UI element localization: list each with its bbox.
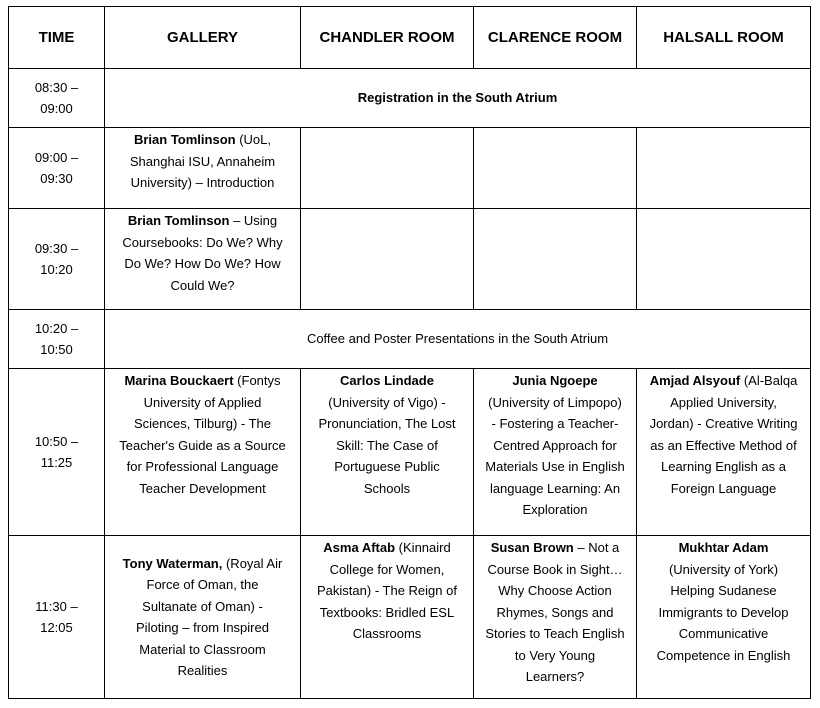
empty-cell bbox=[637, 128, 811, 209]
speaker-name: Tony Waterman, bbox=[122, 555, 223, 571]
coffee-cell: Coffee and Poster Presentations in the South Atrium bbox=[105, 310, 811, 369]
schedule-table bbox=[8, 6, 811, 699]
speaker-name: Mukhtar Adam bbox=[678, 540, 769, 555]
session-cell: Susan Brown – Not a Course Book in Sight… Why Choose Action Rhymes, Songs and Stories to Teach English to Very Young Learners? bbox=[474, 536, 637, 699]
table-row bbox=[9, 310, 811, 369]
speaker-name: Susan Brown bbox=[490, 540, 574, 555]
session-cell: Tony Waterman, (Royal Air Force of Oman, the Sultanate of Oman) - Piloting – from Inspired Material to Classroom Realities bbox=[105, 536, 301, 699]
empty-cell bbox=[637, 209, 811, 310]
header-gallery: GALLERY bbox=[105, 7, 301, 69]
speaker-name: Marina Bouckaert bbox=[124, 373, 234, 388]
empty-cell bbox=[474, 209, 637, 310]
time-cell: 10:20 – 10:50 bbox=[9, 310, 105, 369]
session-cell: Brian Tomlinson (UoL, Shanghai ISU, Annaheim University) – Introduction bbox=[105, 128, 301, 209]
speaker-name: Junia Ngoepe bbox=[512, 373, 598, 388]
speaker-name: Amjad Alsyouf bbox=[649, 373, 741, 388]
speaker-name: Carlos Lindade bbox=[340, 373, 434, 388]
header-time: TIME bbox=[9, 7, 105, 69]
speaker-name: Asma Aftab bbox=[323, 540, 396, 555]
header-halsall-room: HALSALL ROOM bbox=[637, 7, 811, 69]
empty-cell bbox=[301, 209, 474, 310]
header-clarence-room: CLARENCE ROOM bbox=[474, 7, 637, 69]
time-cell: 10:50 – 11:25 bbox=[9, 369, 105, 536]
empty-cell bbox=[474, 128, 637, 209]
time-cell: 11:30 – 12:05 bbox=[9, 536, 105, 699]
header-chandler-room: CHANDLER ROOM bbox=[301, 7, 474, 69]
table-row bbox=[9, 536, 811, 699]
session-cell: Amjad Alsyouf (Al-Balqa Applied University, Jordan) - Creative Writing as an Effective Method of Learning English as a Foreign Language bbox=[637, 369, 811, 536]
speaker-name: Brian Tomlinson bbox=[133, 132, 236, 147]
session-cell: Brian Tomlinson – Using Coursebooks: Do We? Why Do We? How Do We? How Could We? bbox=[105, 209, 301, 310]
time-cell: 09:00 – 09:30 bbox=[9, 128, 105, 209]
header-row bbox=[9, 7, 811, 69]
time-cell: 08:30 – 09:00 bbox=[9, 69, 105, 128]
table-row bbox=[9, 369, 811, 536]
session-cell: Junia Ngoepe (University of Limpopo) - Fostering a Teacher- Centred Approach for Materials Use in English language Learning: An Exploration bbox=[474, 369, 637, 536]
table-row bbox=[9, 69, 811, 128]
session-cell: Asma Aftab (Kinnaird College for Women, Pakistan) - The Reign of Textbooks: Bridled ESL Classrooms bbox=[301, 536, 474, 699]
time-cell: 09:30 – 10:20 bbox=[9, 209, 105, 310]
table-row bbox=[9, 128, 811, 209]
speaker-name: Brian Tomlinson bbox=[127, 213, 230, 228]
session-cell: Mukhtar Adam (University of York) Helping Sudanese Immigrants to Develop Communicative Competence in English bbox=[637, 536, 811, 699]
session-cell: Marina Bouckaert (Fontys University of Applied Sciences, Tilburg) - The Teacher's Guide as a Source for Professional Language Teacher Development bbox=[105, 369, 301, 536]
registration-cell: Registration in the South Atrium bbox=[105, 69, 811, 128]
session-cell: Carlos Lindade (University of Vigo) - Pronunciation, The Lost Skill: The Case of Portuguese Public Schools bbox=[301, 369, 474, 536]
empty-cell bbox=[301, 128, 474, 209]
table-row bbox=[9, 209, 811, 310]
